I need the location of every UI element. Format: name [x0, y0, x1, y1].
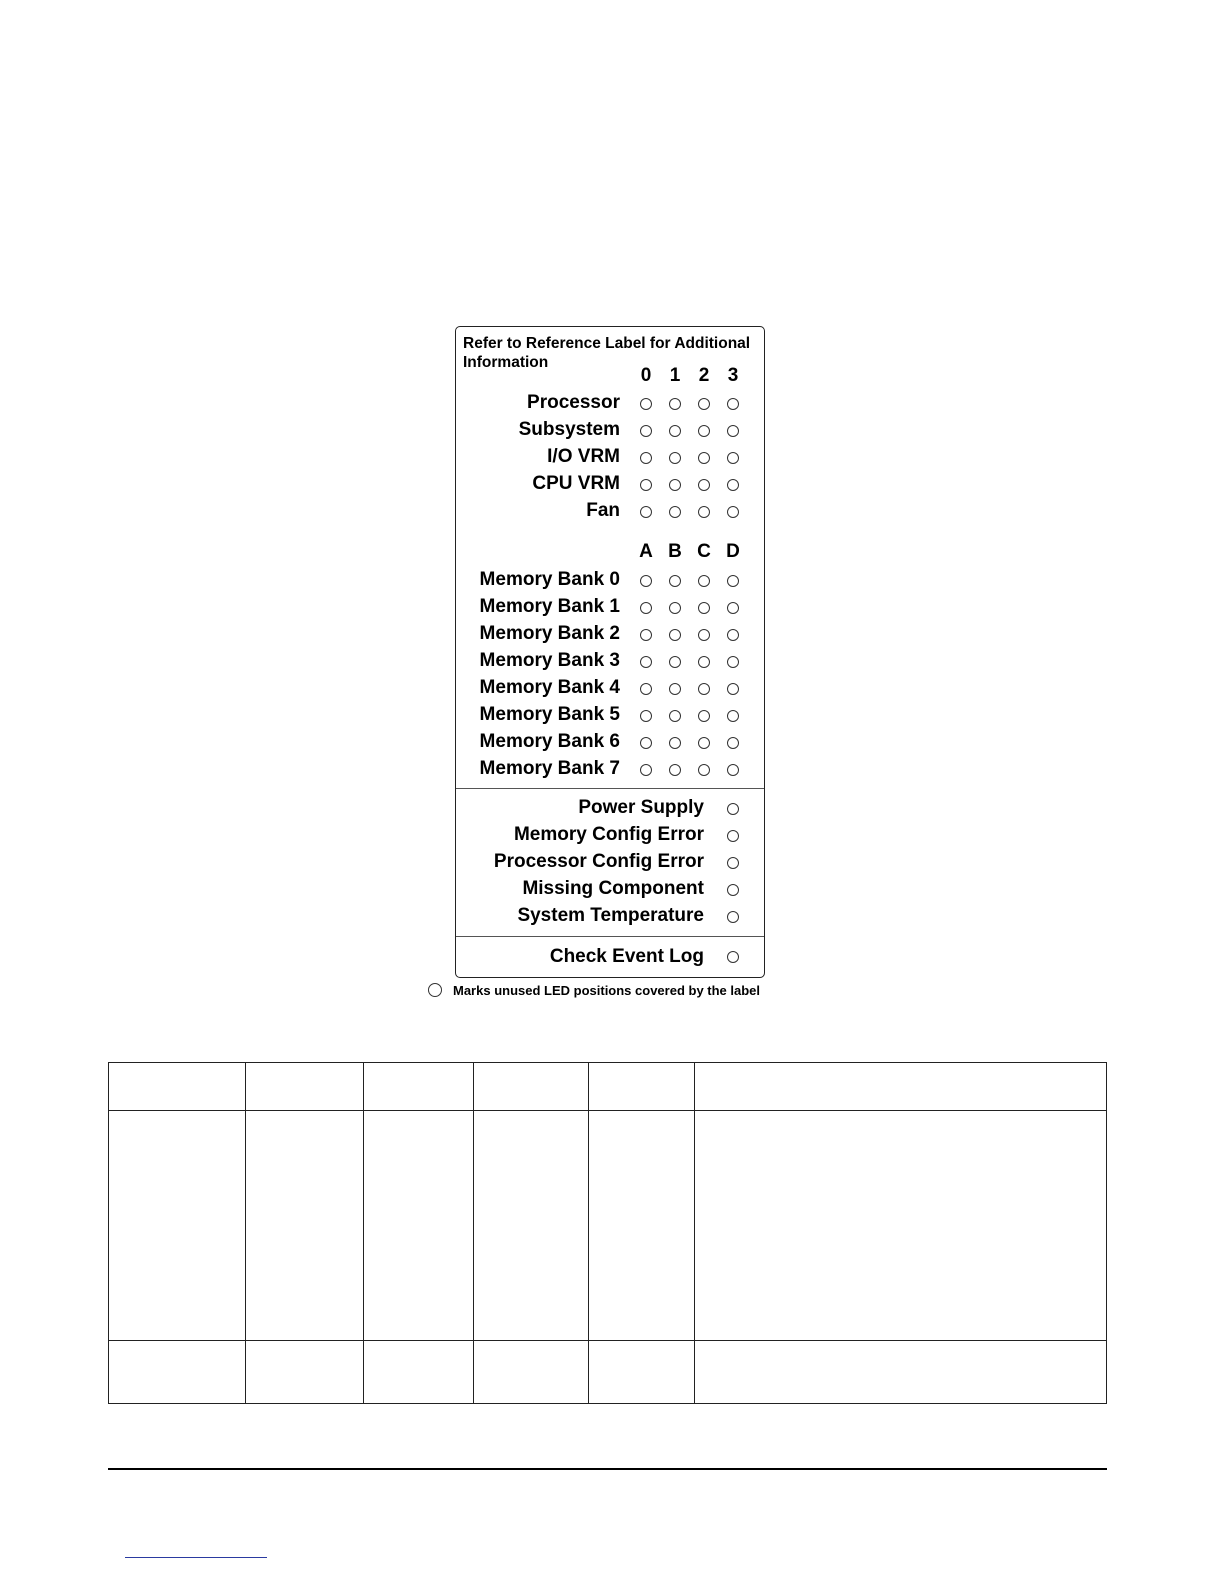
row-label: Memory Config Error [513, 824, 704, 845]
led-indicator [640, 398, 652, 410]
led-indicator [640, 602, 652, 614]
led-indicator [727, 506, 739, 518]
led-indicator [640, 506, 652, 518]
table-column-divider [588, 1063, 589, 1403]
row-label: Memory Bank 5 [479, 704, 620, 725]
led-indicator [727, 479, 739, 491]
led-indicator [727, 857, 739, 869]
led-indicator [640, 737, 652, 749]
column-header: 3 [727, 365, 739, 386]
row-label: Memory Bank 2 [479, 623, 620, 644]
led-indicator [727, 683, 739, 695]
row-label: Processor [527, 392, 620, 413]
led-indicator [698, 575, 710, 587]
led-indicator [669, 764, 681, 776]
led-indicator [669, 737, 681, 749]
led-indicator [727, 803, 739, 815]
row-label: Processor Config Error [493, 851, 704, 872]
led-indicator [698, 683, 710, 695]
check-event-log-led [727, 951, 739, 963]
led-indicator [698, 737, 710, 749]
led-indicator [727, 575, 739, 587]
row-label: System Temperature [517, 905, 704, 926]
column-header: 1 [669, 365, 681, 386]
table-header-divider [109, 1110, 1106, 1111]
data-table [108, 1062, 1107, 1404]
led-indicator [669, 452, 681, 464]
led-indicator [640, 656, 652, 668]
led-indicator [669, 425, 681, 437]
row-label: Memory Bank 3 [479, 650, 620, 671]
row-label: Power Supply [578, 797, 704, 818]
label-divider [456, 788, 764, 789]
table-column-divider [473, 1063, 474, 1403]
column-header: D [726, 541, 740, 562]
led-indicator [640, 452, 652, 464]
label-divider [456, 936, 764, 937]
led-indicator [669, 506, 681, 518]
led-indicator [669, 602, 681, 614]
row-label: I/O VRM [547, 446, 620, 467]
led-reference-label [455, 326, 765, 978]
led-indicator [698, 506, 710, 518]
row-label: Memory Bank 7 [479, 758, 620, 779]
table-column-divider [694, 1063, 695, 1403]
led-indicator [698, 602, 710, 614]
led-indicator [727, 764, 739, 776]
led-indicator [698, 398, 710, 410]
legend-text: Marks unused LED positions covered by the label [453, 983, 761, 998]
led-indicator [727, 710, 739, 722]
led-indicator [640, 683, 652, 695]
led-indicator [669, 398, 681, 410]
led-indicator [727, 452, 739, 464]
table-row-divider [109, 1340, 1106, 1341]
led-indicator [698, 452, 710, 464]
led-indicator [698, 656, 710, 668]
check-event-log-label: Check Event Log [549, 946, 704, 967]
led-indicator [727, 830, 739, 842]
led-indicator [698, 479, 710, 491]
row-label: Memory Bank 0 [479, 569, 620, 590]
led-indicator [727, 602, 739, 614]
led-indicator [727, 737, 739, 749]
led-indicator [727, 398, 739, 410]
row-label: Missing Component [522, 878, 704, 899]
led-indicator [727, 656, 739, 668]
led-indicator [727, 629, 739, 641]
label-heading: Refer to Reference Label for Additional Information [463, 335, 751, 371]
table-column-divider [363, 1063, 364, 1403]
footer-link-underline[interactable] [125, 1557, 267, 1558]
led-indicator [669, 656, 681, 668]
led-indicator [698, 425, 710, 437]
column-header: 0 [640, 365, 652, 386]
footer-rule [108, 1468, 1107, 1470]
led-indicator [669, 479, 681, 491]
column-header: A [639, 541, 653, 562]
column-header: B [668, 541, 682, 562]
led-indicator [698, 629, 710, 641]
led-indicator [669, 710, 681, 722]
led-indicator [669, 575, 681, 587]
led-indicator [698, 764, 710, 776]
led-indicator [669, 683, 681, 695]
led-indicator [640, 629, 652, 641]
row-label: Memory Bank 1 [479, 596, 620, 617]
column-header: C [697, 541, 711, 562]
led-indicator [640, 710, 652, 722]
row-label: Fan [586, 500, 620, 521]
led-indicator [727, 911, 739, 923]
column-header: 2 [698, 365, 710, 386]
row-label: CPU VRM [532, 473, 620, 494]
led-indicator [640, 575, 652, 587]
row-label: Memory Bank 6 [479, 731, 620, 752]
led-indicator [727, 425, 739, 437]
row-label: Memory Bank 4 [479, 677, 620, 698]
led-indicator [640, 764, 652, 776]
led-indicator [640, 479, 652, 491]
led-indicator [669, 629, 681, 641]
table-column-divider [245, 1063, 246, 1403]
unused-led-marker-icon [428, 983, 442, 997]
led-indicator [727, 884, 739, 896]
row-label: Subsystem [518, 419, 620, 440]
led-indicator [640, 425, 652, 437]
led-indicator [698, 710, 710, 722]
